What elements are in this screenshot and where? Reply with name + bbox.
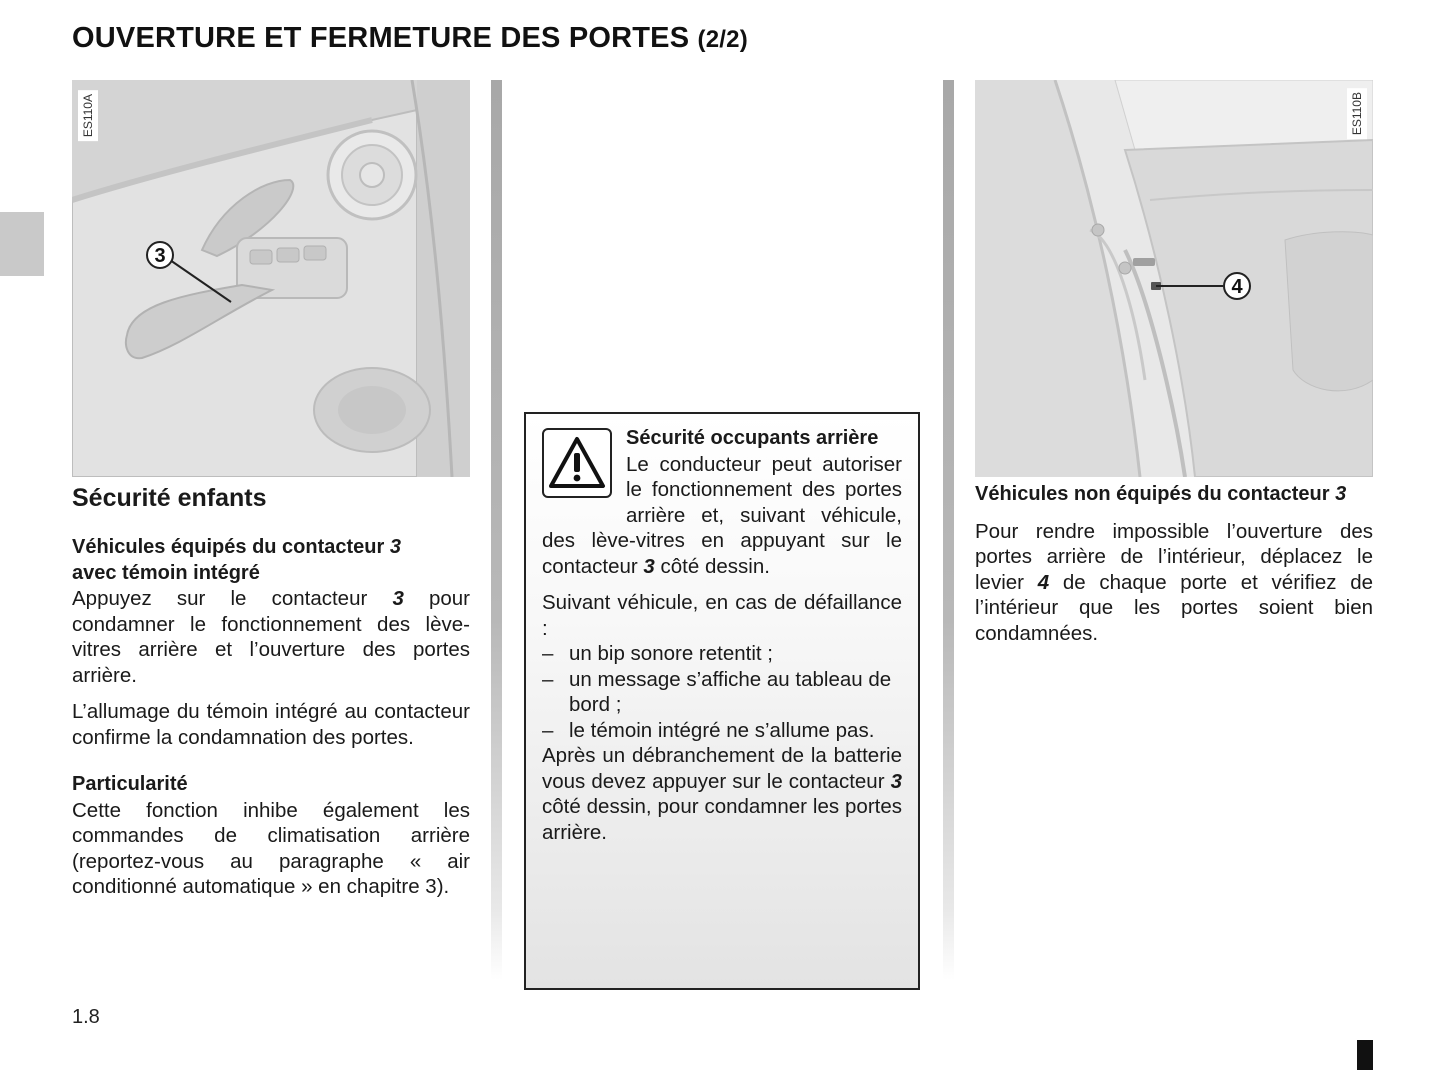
subhead-text-cont: avec témoin intégré	[72, 561, 260, 584]
page-corner-mark	[1357, 1040, 1373, 1070]
switch-number: 3	[890, 769, 902, 793]
battery-paragraph	[542, 743, 902, 845]
figure-code: ES110B	[1347, 88, 1367, 139]
lever-paragraph	[975, 519, 1373, 647]
column-separator	[491, 80, 502, 980]
paragraph-text-cont: côté dessin.	[654, 554, 770, 578]
warning-triangle-icon	[542, 428, 612, 498]
switch-number: 3	[1335, 483, 1347, 505]
door-edge-drawing	[975, 80, 1373, 477]
door-panel-drawing	[72, 80, 470, 477]
subhead-text: Véhicules équipés du contacteur	[72, 536, 390, 558]
section-heading: Sécurité enfants	[72, 484, 267, 512]
figure-code: ES110A	[78, 90, 98, 141]
instruction-paragraph	[72, 586, 470, 688]
non-equipped-subhead	[975, 482, 1373, 508]
particularity-subhead: Particularité	[72, 773, 188, 795]
lever-number: 4	[1037, 570, 1050, 594]
warning-box	[524, 412, 920, 990]
switch-number: 3	[643, 554, 655, 578]
page-title-text: OUVERTURE ET FERMETURE DES PORTES	[72, 22, 690, 54]
paragraph-text: Pour rendre impossible l’ouverture des portes arrière de l’intérieur, déplacez le levier	[975, 519, 1373, 594]
column-separator	[943, 80, 954, 980]
page-title-suffix: (2/2)	[697, 26, 748, 53]
paragraph-text-cont: de chaque porte et vérifiez de l’intérieur que les portes soient bien condamnées.	[975, 570, 1373, 645]
paragraph-text-cont: côté dessin, pour condamner les portes arrière.	[542, 795, 902, 844]
door-panel-illustration	[72, 80, 470, 477]
switch-number: 3	[389, 536, 401, 558]
indicator-paragraph: L’allumage du témoin intégré au contacteur confirme la condamnation des portes.	[72, 700, 470, 749]
warning-title: Sécurité occupants arrière	[626, 427, 879, 449]
callout-4-label: 4	[1231, 276, 1243, 298]
list-item: – un message s’affiche au tableau de bord ;	[542, 667, 902, 718]
list-item: – le témoin intégré ne s’allume pas.	[542, 718, 902, 744]
callout-3-label: 3	[154, 245, 166, 267]
switch-number: 3	[392, 587, 404, 610]
paragraph-text: Après un débranchement de la batterie vous devez appuyer sur le contacteur	[542, 744, 902, 793]
non-equipped-section	[975, 482, 1373, 646]
particularity-paragraph: Cette fonction inhibe également les commandes de climatisation arrière (reportez-vous au paragraphe « air conditionné automatique » en chapitre 3).	[72, 798, 470, 898]
page-title	[72, 22, 748, 55]
child-safety-section	[72, 482, 470, 900]
subhead-text: Véhicules non équipés du contacteur	[975, 483, 1336, 505]
equipped-vehicles-subhead	[72, 535, 470, 586]
paragraph-text: Appuyez sur le contacteur	[72, 587, 393, 610]
list-item: – un bip sonore retentit ;	[542, 641, 902, 667]
paragraph-text-cont: pour condamner le fonctionnement des lève-vitres arrière et l’ouverture des portes arrière.	[72, 587, 470, 687]
door-edge-illustration	[975, 80, 1373, 477]
failure-list	[542, 641, 902, 743]
page-number: 1.8	[72, 1006, 100, 1028]
paragraph-text: Le conducteur peut autoriser le fonctionnement des portes arrière et, suivant véhicule, des lève-vitres en appuyant sur le contacteur	[542, 452, 902, 578]
chapter-tab	[0, 212, 44, 276]
failure-paragraph: Suivant véhicule, en cas de défaillance :	[542, 591, 902, 640]
